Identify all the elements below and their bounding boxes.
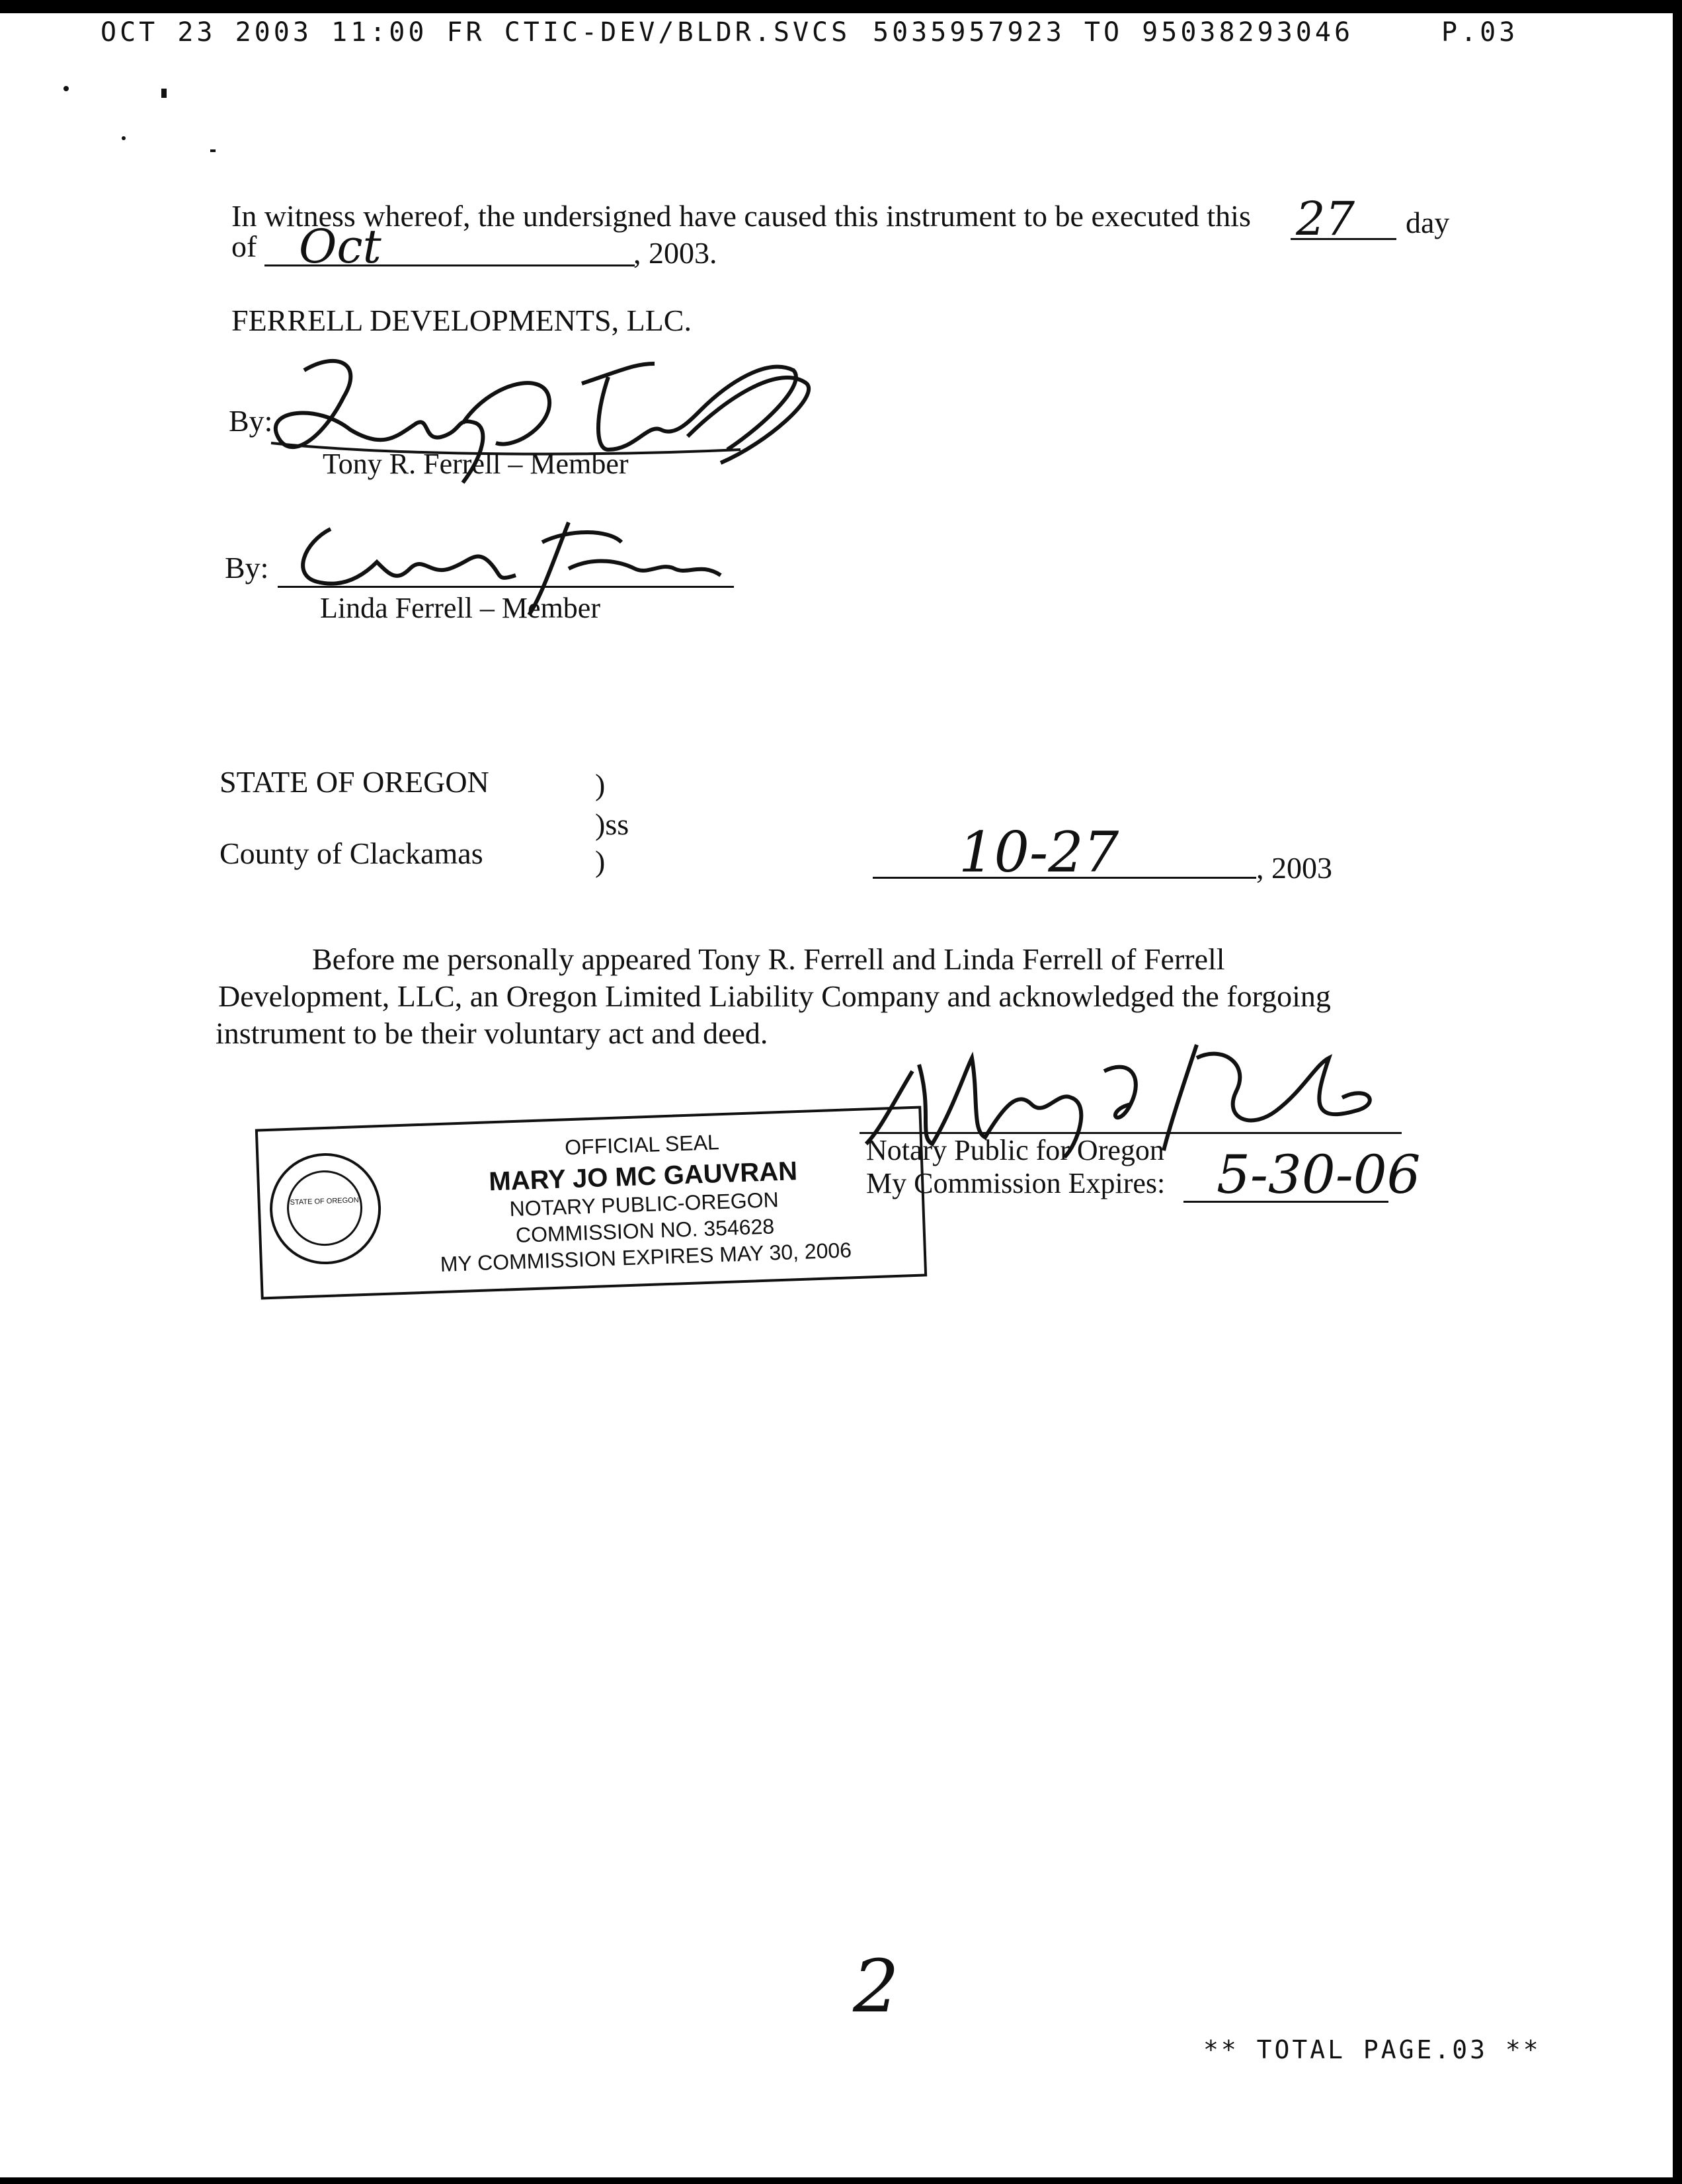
fax-page-number: P.03	[1441, 17, 1519, 48]
county-label: County of Clackamas	[220, 836, 483, 870]
by-label-2: By:	[225, 551, 269, 585]
execution-clause: In witness whereof, the undersigned have caused this instrument to be executed this	[231, 199, 1251, 233]
month-handwritten: Oct	[299, 220, 381, 274]
venue-year: , 2003	[1256, 851, 1332, 885]
seal-line-expires: MY COMMISSION EXPIRES MAY 30, 2006	[440, 1238, 852, 1277]
year-text: , 2003.	[633, 236, 717, 270]
of-label: of	[231, 229, 257, 263]
seal-line-notary-public: NOTARY PUBLIC-OREGON	[509, 1188, 780, 1221]
seal-line-notary-name: MARY JO MC GAUVRAN	[488, 1156, 798, 1197]
scan-bottom-edge	[0, 2177, 1682, 2184]
day-label: day	[1406, 206, 1450, 239]
commission-expires-label: My Commission Expires:	[866, 1167, 1166, 1199]
scan-speck	[122, 136, 126, 140]
fax-datetime-from: OCT 23 2003 11:00 FR CTIC-DEV/BLDR.SVCS	[100, 17, 851, 48]
official-seal-stamp	[255, 1106, 927, 1299]
fax-top-border	[0, 0, 1682, 13]
commission-expires-handwritten: 5-30-06	[1217, 1144, 1421, 1205]
scan-speck	[210, 149, 216, 152]
signer1-printed-name: Tony R. Ferrell – Member	[323, 448, 629, 480]
venue-paren-top: )	[595, 768, 606, 801]
acknowledgment-line-2: Development, LLC, an Oregon Limited Liability Company and acknowledged the forgoing	[218, 979, 1331, 1013]
venue-date-handwritten: 10-27	[959, 820, 1119, 885]
scan-speck	[161, 89, 167, 98]
signer2-printed-name: Linda Ferrell – Member	[320, 592, 600, 624]
by-label-1: By:	[229, 404, 273, 438]
fax-phone-route: 5035957923 TO 95038293046	[873, 17, 1354, 48]
scan-right-edge	[1673, 0, 1682, 2184]
venue-ss: )ss	[595, 807, 629, 841]
scan-speck	[63, 86, 69, 91]
company-name: FERRELL DEVELOPMENTS, LLC.	[231, 303, 692, 337]
seal-line-commission-no: COMMISSION NO. 354628	[515, 1214, 775, 1247]
venue-paren-bottom: )	[595, 844, 606, 878]
seal-line-official: OFFICIAL SEAL	[564, 1130, 720, 1160]
day-handwritten: 27	[1296, 192, 1355, 246]
handwritten-page-mark: 2	[853, 1944, 899, 2029]
acknowledgment-line-3: instrument to be their voluntary act and deed.	[216, 1016, 768, 1050]
acknowledgment-line-1: Before me personally appeared Tony R. Ferrell and Linda Ferrell of Ferrell	[312, 942, 1225, 976]
notary-title: Notary Public for Oregon	[866, 1134, 1164, 1166]
state-label: STATE OF OREGON	[220, 765, 489, 799]
fax-total-pages: ** TOTAL PAGE.03 **	[1203, 2035, 1541, 2064]
seal-emblem-text: STATE OF OREGON	[290, 1196, 359, 1207]
